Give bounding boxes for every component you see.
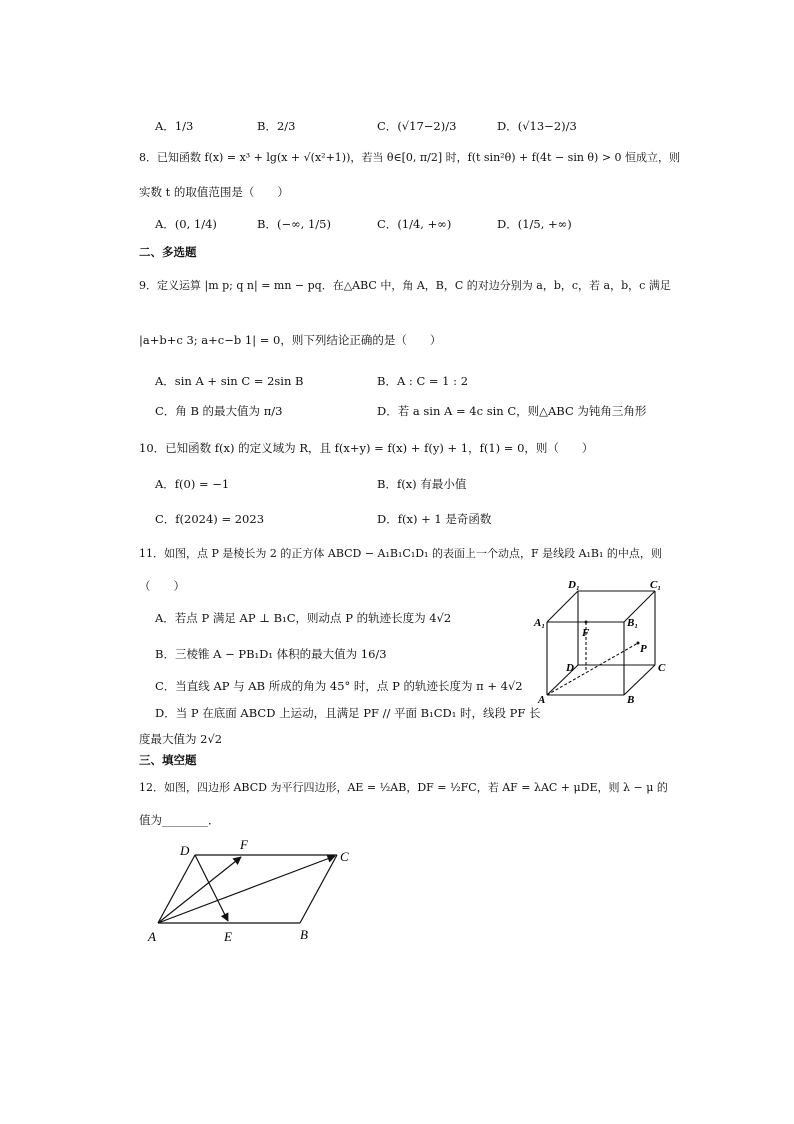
q11-option-b: B．三棱锥 A − PB₁D₁ 体积的最大值为 16/3 [155, 647, 387, 661]
vector-de [195, 855, 228, 921]
section-header-multiple-choice: 二、多选题 [139, 245, 197, 259]
q10-option-c: C．f(2024) = 2023 [155, 512, 265, 526]
q12-stem-line1: 12．如图，四边形 ABCD 为平行四边形，AE = ½AB，DF = ½FC，若 AF = λAC + μDE，则 λ − μ 的 [139, 781, 668, 794]
q7-option-a-value: 1/3 [174, 119, 194, 133]
q9-option-d: D．若 a sin A = 4c sin C，则△ABC 为钝角三角形 [377, 404, 647, 418]
label-c: C [658, 662, 666, 674]
fig-label-c: C [340, 849, 349, 864]
label-f: F [582, 627, 590, 639]
label-p: P [640, 643, 647, 655]
q8-option-b-value: (−∞, 1/5) [276, 217, 331, 231]
parallelogram-figure [140, 835, 370, 950]
q8-option-b-label: B． [257, 217, 277, 231]
q11-stem-line1: 11．如图，点 P 是棱长为 2 的正方体 ABCD − A₁B₁C₁D₁ 的表面上一个动点，F 是线段 A₁B₁ 的中点，则 [139, 547, 662, 560]
q7-option-b-value: 2/3 [276, 119, 296, 133]
label-b: B [627, 694, 635, 706]
side-b-c [300, 855, 337, 923]
vector-ac [158, 856, 335, 923]
q9-option-c: C．角 B 的最大值为 π/3 [155, 404, 283, 418]
q9-option-a: A．sin A + sin C = 2sin B [155, 374, 304, 388]
q11-option-a: A．若点 P 满足 AP ⊥ B₁C，则动点 P 的轨迹长度为 4√2 [155, 611, 452, 625]
q10-option-d: D．f(x) + 1 是奇函数 [377, 512, 492, 526]
q8-option-a [155, 216, 217, 232]
q8-option-d-value: (1/5, +∞) [517, 217, 572, 231]
q11-option-d-line2: 度最大值为 2√2 [139, 732, 223, 746]
q10-stem: 10．已知函数 f(x) 的定义域为 R，且 f(x+y) = f(x) + f(y) + 1，f(1) = 0，则（ ） [139, 441, 594, 455]
fig-label-d: D [180, 843, 190, 858]
label-a1: A₁ [534, 617, 546, 629]
q10-option-a: A．f(0) = −1 [155, 477, 230, 491]
q9-stem-line1: 9．定义运算 |m p; q n| = mn − pq．在△ABC 中，角 A，B，C 的对边分别为 a，b，c，若 a，b，c 满足 [139, 279, 671, 292]
fig-label-b: B [300, 927, 308, 942]
q7-option-c-value: (√17−2)/3 [397, 119, 457, 133]
q8-option-c-value: (1/4, +∞) [397, 217, 452, 231]
fig-label-e: E [224, 929, 232, 944]
q7-option-b-label: B． [257, 119, 277, 133]
q12-stem-line2: 值为________． [139, 813, 220, 827]
label-d: D [566, 662, 574, 674]
q11-stem-line2: （ ） [139, 579, 185, 593]
edge-b-c [624, 665, 655, 695]
q7-option-d-value: (√13−2)/3 [517, 119, 577, 133]
q7-option-a [155, 118, 193, 134]
q9-stem-line2: |a+b+c 3; a+c−b 1| = 0，则下列结论正确的是（ ） [139, 333, 442, 347]
label-b1: B₁ [627, 617, 639, 629]
q8-option-d [497, 216, 572, 232]
label-d1: D₁ [568, 579, 580, 591]
q8-option-c [377, 216, 451, 232]
q8-option-d-label: D． [497, 217, 518, 231]
vector-af [158, 857, 241, 923]
fig-label-a: A [148, 929, 156, 944]
q8-option-c-label: C． [377, 217, 398, 231]
q8-option-b [257, 216, 331, 232]
q8-option-a-value: (0, 1/4) [174, 217, 217, 231]
q9-option-b: B．A : C = 1 : 2 [377, 374, 469, 388]
label-a: A [538, 694, 546, 706]
label-c1: C₁ [650, 579, 662, 591]
q8-stem-line1: 8．已知函数 f(x) = x³ + lg(x + √(x²+1))，若当 θ∈[0, π/2] 时，f(t sin²θ) + f(4t − sin θ) > 0 恒成立，则 [139, 151, 681, 164]
q7-option-b [257, 118, 295, 134]
q7-option-d-label: D． [497, 119, 518, 133]
side-a-d [158, 855, 195, 923]
q7-option-c [377, 118, 456, 134]
cube-figure [530, 575, 670, 710]
point-f [585, 621, 588, 624]
fig-label-f: F [240, 837, 248, 852]
q7-option-c-label: C． [377, 119, 398, 133]
edge-a1-d1 [547, 591, 578, 622]
q10-option-b: B．f(x) 有最小值 [377, 477, 467, 491]
q8-stem-line2: 实数 t 的取值范围是（ ） [139, 185, 289, 199]
q7-option-a-label: A． [155, 119, 175, 133]
section-header-fill-in: 三、填空题 [139, 753, 197, 767]
q7-option-d [497, 118, 577, 134]
q11-option-d-line1: D．当 P 在底面 ABCD 上运动，且满足 PF // 平面 B₁CD₁ 时，线段 PF 长 [155, 706, 541, 720]
q8-option-a-label: A． [155, 217, 175, 231]
q11-option-c: C．当直线 AP 与 AB 所成的角为 45° 时，点 P 的轨迹长度为 π + 4√2 [155, 679, 523, 693]
